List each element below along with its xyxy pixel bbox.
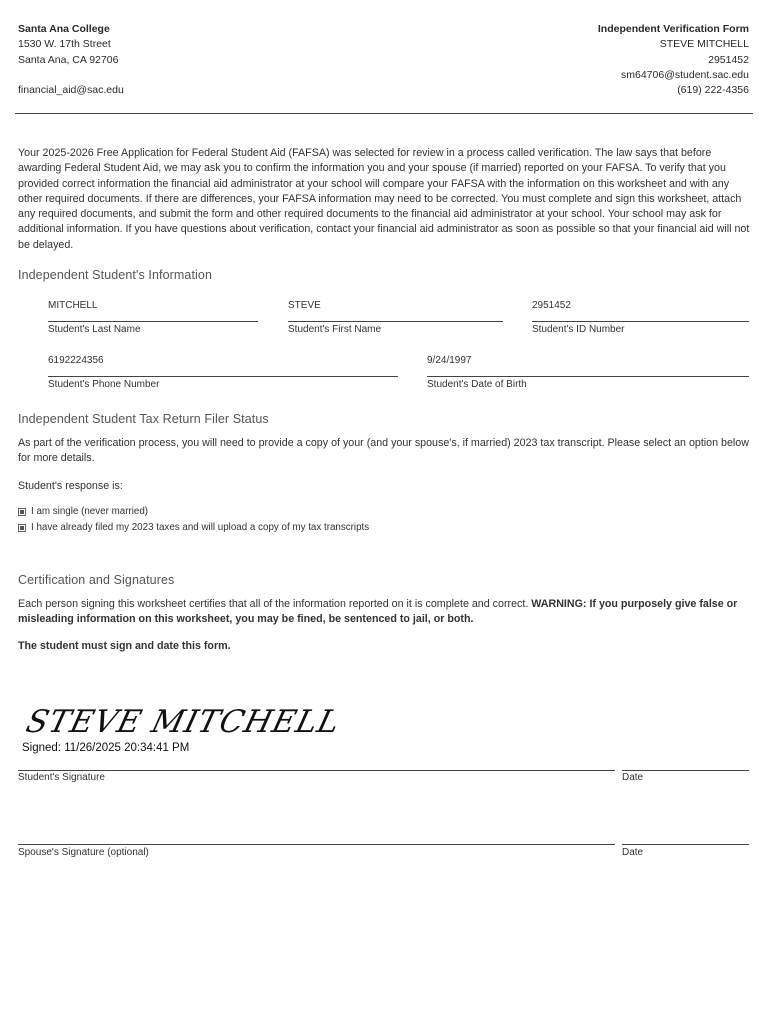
last-name-line <box>48 321 258 322</box>
first-name-line <box>288 321 503 322</box>
spouse-signature-line[interactable] <box>18 844 615 845</box>
checkbox-checked-icon[interactable] <box>18 524 26 532</box>
phone-line <box>48 376 398 377</box>
option-filed-taxes-label: I have already filed my 2023 taxes and will upload a copy of my tax transcripts <box>31 522 370 533</box>
dob-line <box>427 376 749 377</box>
response-label: Student's response is: <box>18 480 123 492</box>
spouse-signature-label: Spouse's Signature (optional) <box>18 847 149 858</box>
option-single[interactable] <box>18 506 148 517</box>
id-number-line <box>532 321 749 322</box>
student-date-label: Date <box>622 772 644 783</box>
header-divider <box>15 113 753 114</box>
certification-title: Certification and Signatures <box>18 573 175 587</box>
city-state-zip: Santa Ana, CA 92706 <box>18 53 119 66</box>
spouse-date-line[interactable] <box>622 844 749 845</box>
student-header-block <box>598 22 749 98</box>
dob-label: Student's Date of Birth <box>427 379 527 390</box>
student-signature-label: Student's Signature <box>18 772 105 783</box>
certification-text <box>18 597 751 628</box>
spouse-date-label: Date <box>622 847 644 858</box>
header-student-email: sm64706@student.sac.edu <box>621 68 749 81</box>
student-info-title: Independent Student's Information <box>18 268 213 282</box>
header-student-id: 2951452 <box>708 53 749 66</box>
student-handwritten-signature: STEVE MITCHELL <box>22 704 345 740</box>
dob-value[interactable]: 9/24/1997 <box>427 355 472 366</box>
street-address: 1530 W. 17th Street <box>18 38 111 51</box>
student-date-line <box>622 770 749 771</box>
must-sign-note: The student must sign and date this form. <box>18 640 231 652</box>
header-student-phone: (619) 222-4356 <box>677 84 749 97</box>
student-signature-line <box>18 770 615 771</box>
first-name-value[interactable]: STEVE <box>288 300 321 311</box>
school-email: financial_aid@sac.edu <box>18 84 124 97</box>
header-student-name: STEVE MITCHELL <box>659 38 749 51</box>
checkbox-checked-icon[interactable] <box>18 508 26 516</box>
certification-statement: Each person signing this worksheet certifies that all of the information reported on it is complete and correct. <box>18 598 529 610</box>
first-name-label: Student's First Name <box>288 324 382 335</box>
phone-label: Student's Phone Number <box>48 379 160 390</box>
option-single-label: I am single (never married) <box>31 506 149 517</box>
phone-value[interactable]: 6192224356 <box>48 355 104 366</box>
signed-timestamp: Signed: 11/26/2025 20:34:41 PM <box>22 742 190 754</box>
tax-status-title: Independent Student Tax Return Filer Status <box>18 412 269 426</box>
id-number-label: Student's ID Number <box>532 324 625 335</box>
id-number-value[interactable]: 2951452 <box>532 300 571 311</box>
last-name-label: Student's Last Name <box>48 324 141 335</box>
form-title: Independent Verification Form <box>597 23 749 35</box>
certification-warning: WARNING: If you purposely give false or misleading information on this worksheet, you may be fined, be sentenced to jail, or both. <box>18 598 738 626</box>
school-address-block <box>18 22 124 98</box>
college-name: Santa Ana College <box>18 23 110 35</box>
intro-paragraph: Your 2025-2026 Free Application for Federal Student Aid (FAFSA) was selected for review in a process called verification. The law says that before awarding Federal Student Aid, we may ask you to confirm the information you and your spouse (if married) reported on your FAFSA. To verify that you provided correct information the financial aid administrator at your school will compare your FAFSA with the information on this worksheet and with any other required documents. If there are differences, your FAFSA information may need to be corrected. You must complete and sign this worksheet, attach any required documents, and submit the form and other required documents to the financial aid administrator at your school. Your school may ask for additional information. If you have questions about verification, contact your financial aid administrator as soon as possible so that your financial aid will not be delayed. <box>18 147 750 251</box>
option-filed-taxes[interactable] <box>18 522 369 533</box>
tax-status-text: As part of the verification process, you will need to provide a copy of your (and your spouse's, if married) 2023 tax transcript. Please select an option below for more details. <box>18 437 749 465</box>
last-name-value[interactable]: MITCHELL <box>48 300 98 311</box>
